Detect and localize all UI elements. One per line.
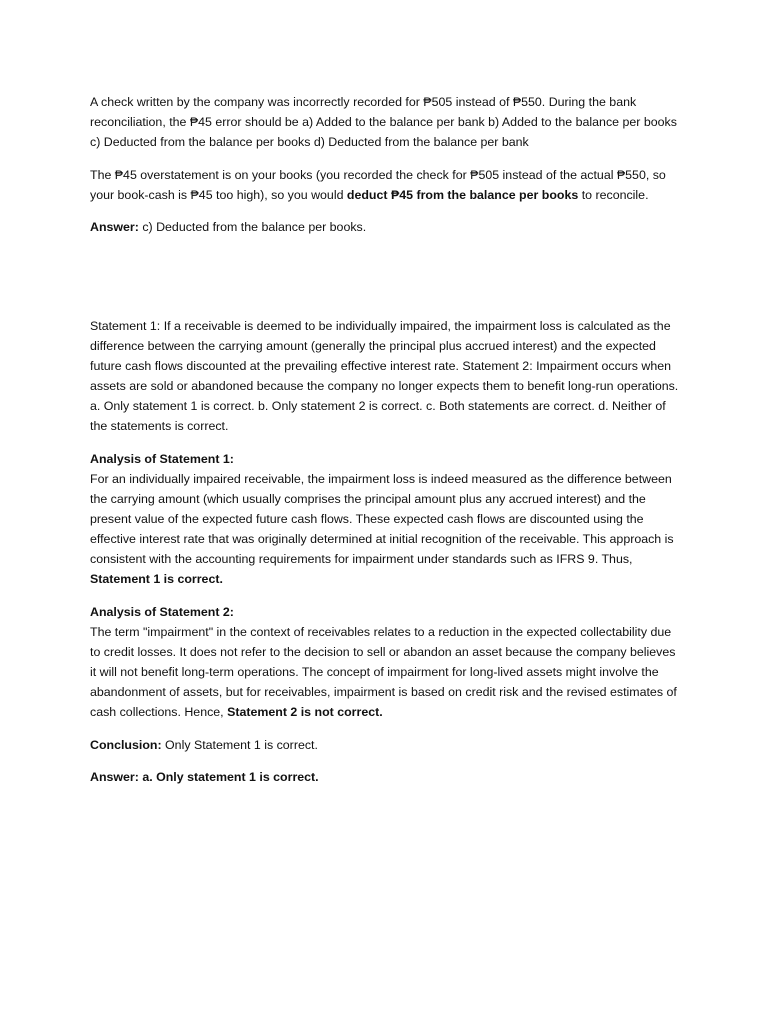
q2-analysis-2-text: The term "impairment" in the context of receivables relates to a reduction in the expected collectability due to credit losses. It does not refer to the decision to sell or abandon an asset because the company believes it will not benefit long-term operations. The concept of impairment for long-lived assets might involve the abandonment of assets, but for receivables, impairment is based on credit risk and the revised estimates of cash collections. Hence, [90, 625, 677, 719]
q2-conclusion [90, 735, 680, 755]
q2-analysis-1-text: For an individually impaired receivable, the impairment loss is indeed measured as the difference between the carrying amount (which usually comprises the principal amount plus any accrued interest) and the present value of the expected future cash flows. These expected cash flows are discounted using the effective interest rate that was originally determined at initial recognition of the receivable. This approach is consistent with the accounting requirements for impairment under standards such as IFRS 9. Thus, [90, 472, 674, 566]
q2-analysis-1 [90, 449, 680, 589]
q1-question: A check written by the company was incorrectly recorded for ₱505 instead of ₱550. During the bank reconciliation, the ₱45 error should be a) Added to the balance per bank b) Added to the balance per books c) Deducted from the balance per books d) Deducted from the balance per bank [90, 95, 677, 149]
q1-explanation [90, 165, 680, 205]
q2-analysis-2-bold: Statement 2 is not correct. [227, 705, 383, 719]
q2-answer-bold: Answer: a. Only statement 1 is correct. [90, 770, 319, 784]
q1-explanation-bold: deduct ₱45 from the balance per books [346, 188, 579, 202]
q2-conclusion-text: Only Statement 1 is correct. [161, 738, 318, 752]
q2-analysis-2-heading: Analysis of Statement 2: [90, 605, 234, 619]
q1-answer-label: Answer: [90, 220, 139, 234]
q2-analysis-1-heading: Analysis of Statement 1: [90, 452, 234, 466]
q1-explanation-pre: The ₱45 overstatement is on your books (you recorded the check for ₱505 instead of the actual ₱550, so your book-cash is ₱45 too high), so you would [90, 168, 666, 202]
q2-question: Statement 1: If a receivable is deemed to be individually impaired, the impairment loss is calculated as the difference between the carrying amount (generally the principal plus accrued interest) and the expected future cash flows discounted at the prevailing effective interest rate. Statement 2: Impairment occurs when assets are sold or abandoned because the company no longer expects them to benefit long-run operations. a. Only statement 1 is correct. b. Only statement 2 is correct. c. Both statements are correct. d. Neither of the statements is correct. [90, 319, 679, 433]
q1-answer-text: c) Deducted from the balance per books. [138, 220, 367, 234]
q2-answer [90, 767, 680, 787]
q2-analysis-1-bold: Statement 1 is correct. [90, 572, 223, 586]
q2-conclusion-label: Conclusion: [90, 738, 162, 752]
q2-analysis-2 [90, 602, 680, 722]
q1-answer [90, 217, 680, 237]
q1-explanation-post: to reconcile. [578, 188, 649, 202]
